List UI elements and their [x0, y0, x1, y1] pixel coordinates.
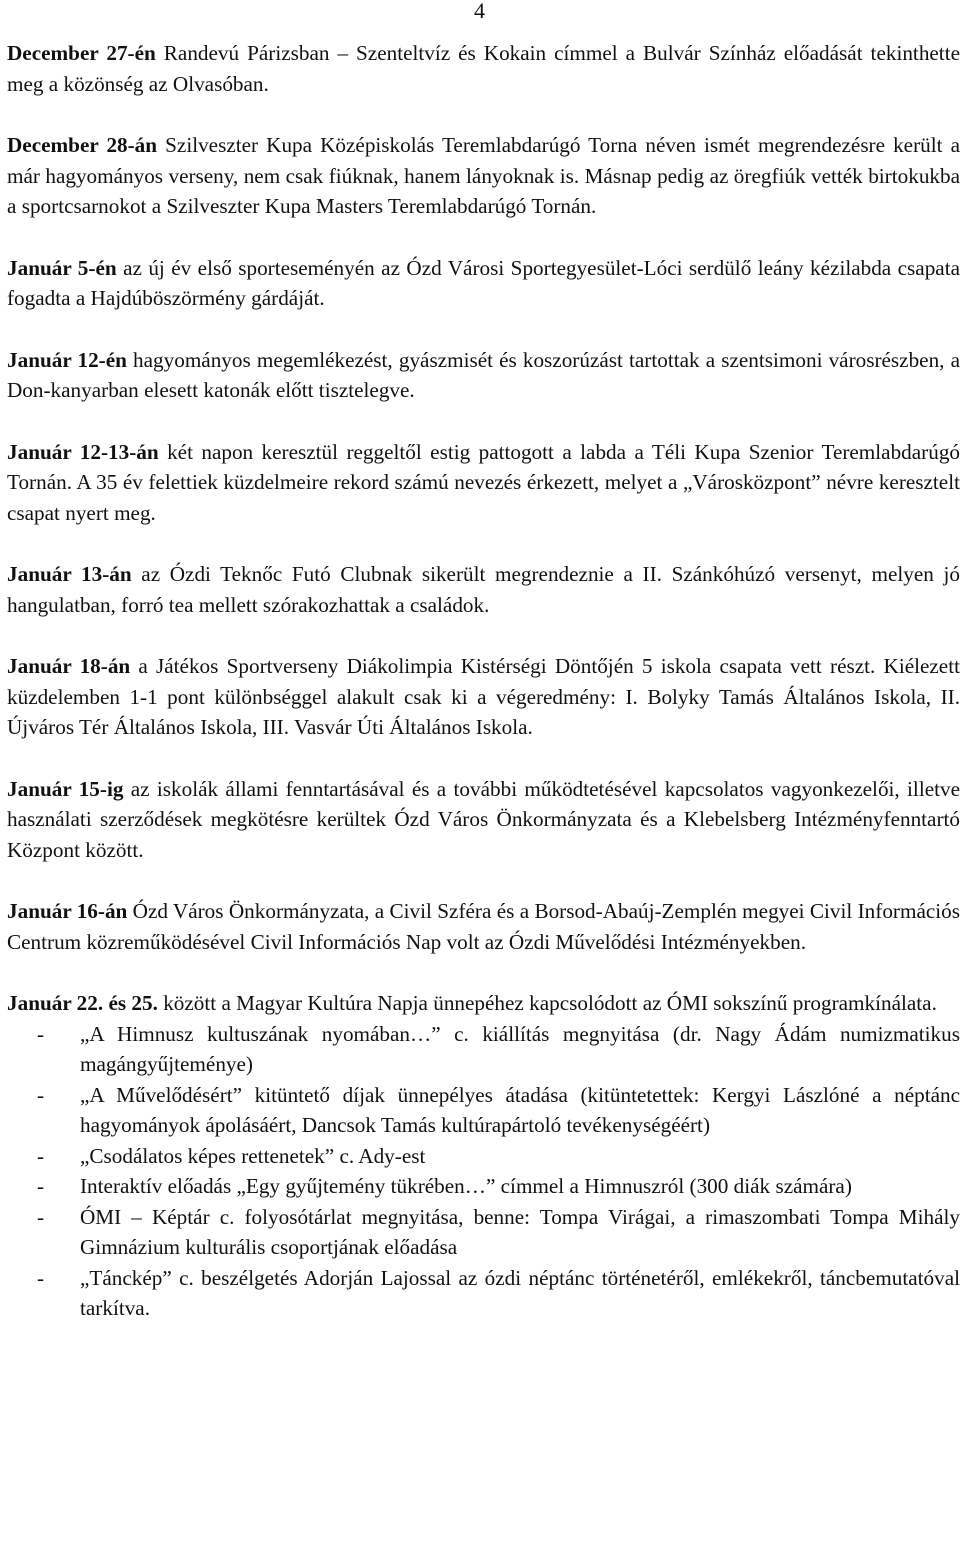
list-item — [7, 1141, 960, 1172]
list-dash: - — [37, 1174, 45, 1198]
paragraph-text: Randevú Párizsban – Szenteltvíz és Kokain címmel a Bulvár Színház előadását tekinthette meg a közönség az Olvasóban. — [7, 41, 960, 96]
list-item — [7, 1171, 960, 1202]
list-dash: - — [37, 1204, 45, 1229]
paragraph-jan-18 — [7, 651, 960, 743]
paragraph-text: Szilveszter Kupa Középiskolás Teremlabdarúgó Torna néven ismét megrendezésre került a már hagyományos verseny, nem csak fiúknak, hanem lányoknak is. Másnap pedig az öregfiúk vették birtokukba a sportcsarnokot a Szilveszter Kupa Masters Teremlabdarúgó Tornán. — [7, 133, 960, 218]
paragraph-date: Január 18-án — [7, 654, 131, 678]
paragraph-date: Január 13-án — [7, 562, 132, 586]
list-item — [7, 1202, 960, 1263]
paragraph-jan-12-13 — [7, 437, 960, 529]
paragraph-date: Január 12-13-án — [7, 439, 159, 464]
paragraph-dec-27 — [7, 38, 960, 99]
paragraph-text: hagyományos megemlékezést, gyászmisét és koszorúzást tartottak a szentsimoni városrészben, a Don-kanyarban elesett katonák előtt tisztelegve. — [7, 347, 960, 402]
list-dash: - — [37, 1082, 45, 1107]
paragraph-text: Ózd Város Önkormányzata, a Civil Szféra és a Borsod-Abaúj-Zemplén megyei Civil Információs Centrum közreműködésével Civil Információs Nap volt az Ózdi Művelődési Intézményekben. — [7, 899, 960, 954]
paragraph-jan-15 — [7, 774, 960, 866]
list-dash: - — [37, 1143, 45, 1168]
page-number: 4 — [474, 0, 485, 23]
list-item-text: Interaktív előadás „Egy gyűjtemény tükrében…” címmel a Himnuszról (300 diák számára) — [80, 1174, 852, 1198]
document-body — [7, 38, 960, 1324]
paragraph-date: Január 5-én — [7, 255, 117, 280]
paragraph-date: Január 16-án — [7, 899, 128, 923]
paragraph-date: Január 15-ig — [7, 776, 124, 801]
list-item-text: „Csodálatos képes rettenetek” c. Ady-est — [80, 1143, 426, 1168]
paragraph-dec-28 — [7, 130, 960, 222]
list-dash: - — [37, 1265, 45, 1290]
paragraph-text: az Ózdi Teknőc Futó Clubnak sikerült megrendeznie a II. Szánkóhúzó versenyt, melyen jó hangulatban, forró tea mellett szórakozhattak a családok. — [7, 562, 960, 617]
paragraph-text: között a Magyar Kultúra Napja ünnepéhez kapcsolódott az ÓMI sokszínű programkínálata. — [157, 991, 937, 1015]
list-item-text: ÓMI – Képtár c. folyosótárlat megnyitása, benne: Tompa Virágai, a rimaszombati Tompa Mihály Gimnázium kulturális csoportjának előadása — [80, 1204, 960, 1259]
paragraph-jan-5 — [7, 253, 960, 314]
paragraph-text: két napon keresztül reggeltől estig pattogott a labda a Téli Kupa Szenior Teremlabdarúgó Tornán. A 35 év felettiek küzdelmeire rekord számú nevezés érkezett, melyet a „Városközpont” névre keresztelt csapat nyert meg. — [7, 439, 960, 525]
paragraph-jan-12 — [7, 345, 960, 406]
paragraph-text: a Játékos Sportverseny Diákolimpia Kistérségi Döntőjén 5 iskola csapata vett részt. Kiélezett küzdelemben 1-1 pont különbséggel alakult csak ki a végeredmény: I. Bolyky Tamás Általános Iskola, II. Újváros Tér Általános Iskola, III. Vasvár Úti Általános Iskola. — [7, 654, 960, 739]
paragraph-text: az új év első sporteseményén az Ózd Városi Sportegyesület-Lóci serdülő leány kézilabda csapata fogadta a Hajdúböszörmény gárdáját. — [7, 255, 960, 310]
list-item — [7, 1019, 960, 1080]
paragraph-jan-22-25 — [7, 988, 960, 1019]
paragraph-date: Január 12-én — [7, 347, 127, 372]
paragraph-jan-13 — [7, 559, 960, 620]
paragraph-date: December 27-én — [7, 41, 156, 65]
paragraph-text: az iskolák állami fenntartásával és a további működtetésével kapcsolatos vagyonkezelői, illetve használati szerződések megkötésre kerültek Ózd Város Önkormányzata és a Klebelsberg Intézményfenntartó Központ között. — [7, 776, 960, 862]
paragraph-date: December 28-án — [7, 133, 158, 157]
list-dash: - — [37, 1021, 45, 1046]
list-item-text: „Tánckép” c. beszélgetés Adorján Lajossal az ózdi néptánc történetéről, emlékekről, táncbemutatóval tarkítva. — [80, 1265, 960, 1320]
list-item-text: „A Művelődésért” kitüntető díjak ünnepélyes átadása (kitüntetettek: Kergyi Lászlóné a néptánc hagyományok ápolásáért, Dancsok Tamás kultúrapártoló tevékenységéért) — [80, 1082, 960, 1137]
paragraph-date: Január 22. és 25. — [7, 991, 158, 1015]
paragraph-jan-16 — [7, 896, 960, 957]
list-item — [7, 1263, 960, 1324]
list-item — [7, 1080, 960, 1141]
event-list — [7, 1019, 960, 1324]
list-item-text: „A Himnusz kultuszának nyomában…” c. kiállítás megnyitása (dr. Nagy Ádám numizmatikus magángyűjteménye) — [80, 1021, 960, 1076]
